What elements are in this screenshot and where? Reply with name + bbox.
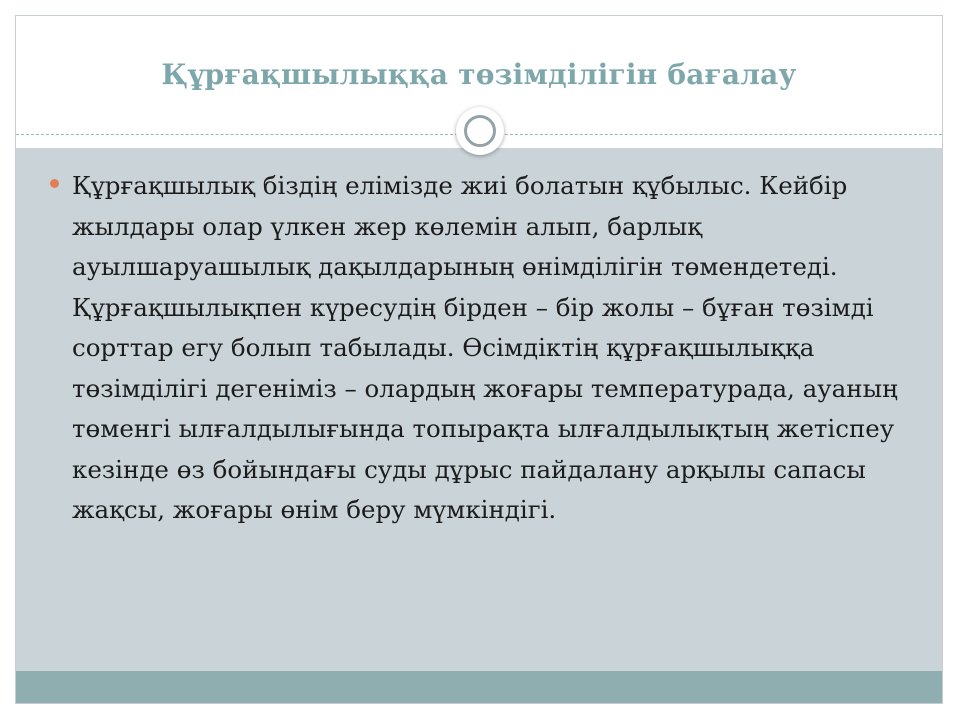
bullet-dot-icon <box>50 179 59 188</box>
bullet-item <box>50 166 910 531</box>
bottom-band <box>16 671 942 704</box>
bullet-list <box>50 166 910 531</box>
slide <box>15 15 943 704</box>
divider-circle-ornament <box>456 107 504 155</box>
slide-title: Құрғақшылыққа төзімділігін бағалау <box>161 58 797 91</box>
bullet-text: Құрғақшылық біздің елімізде жиі болатын құбылыс. Кейбір жылдары олар үлкен жер көлемін алып, барлық ауылшаруашылық дақылдарының өнімділігін төмендетеді. Құрғақшылықпен күресудің бірден – бір жолы – бұған төзімді сорттар егу болып табылады. Өсімдіктің құрғақшылыққа төзімділігі дегеніміз – олардың жоғары температурада, ауаның төменгі ылғалдылығында топырақта ылғалдылықтың жетіспеу кезінде өз бойындағы суды дұрыс пайдалану арқылы сапасы жақсы, жоғары өнім беру мүмкіндігі. <box>72 171 898 524</box>
circle-ring-icon <box>464 115 496 147</box>
